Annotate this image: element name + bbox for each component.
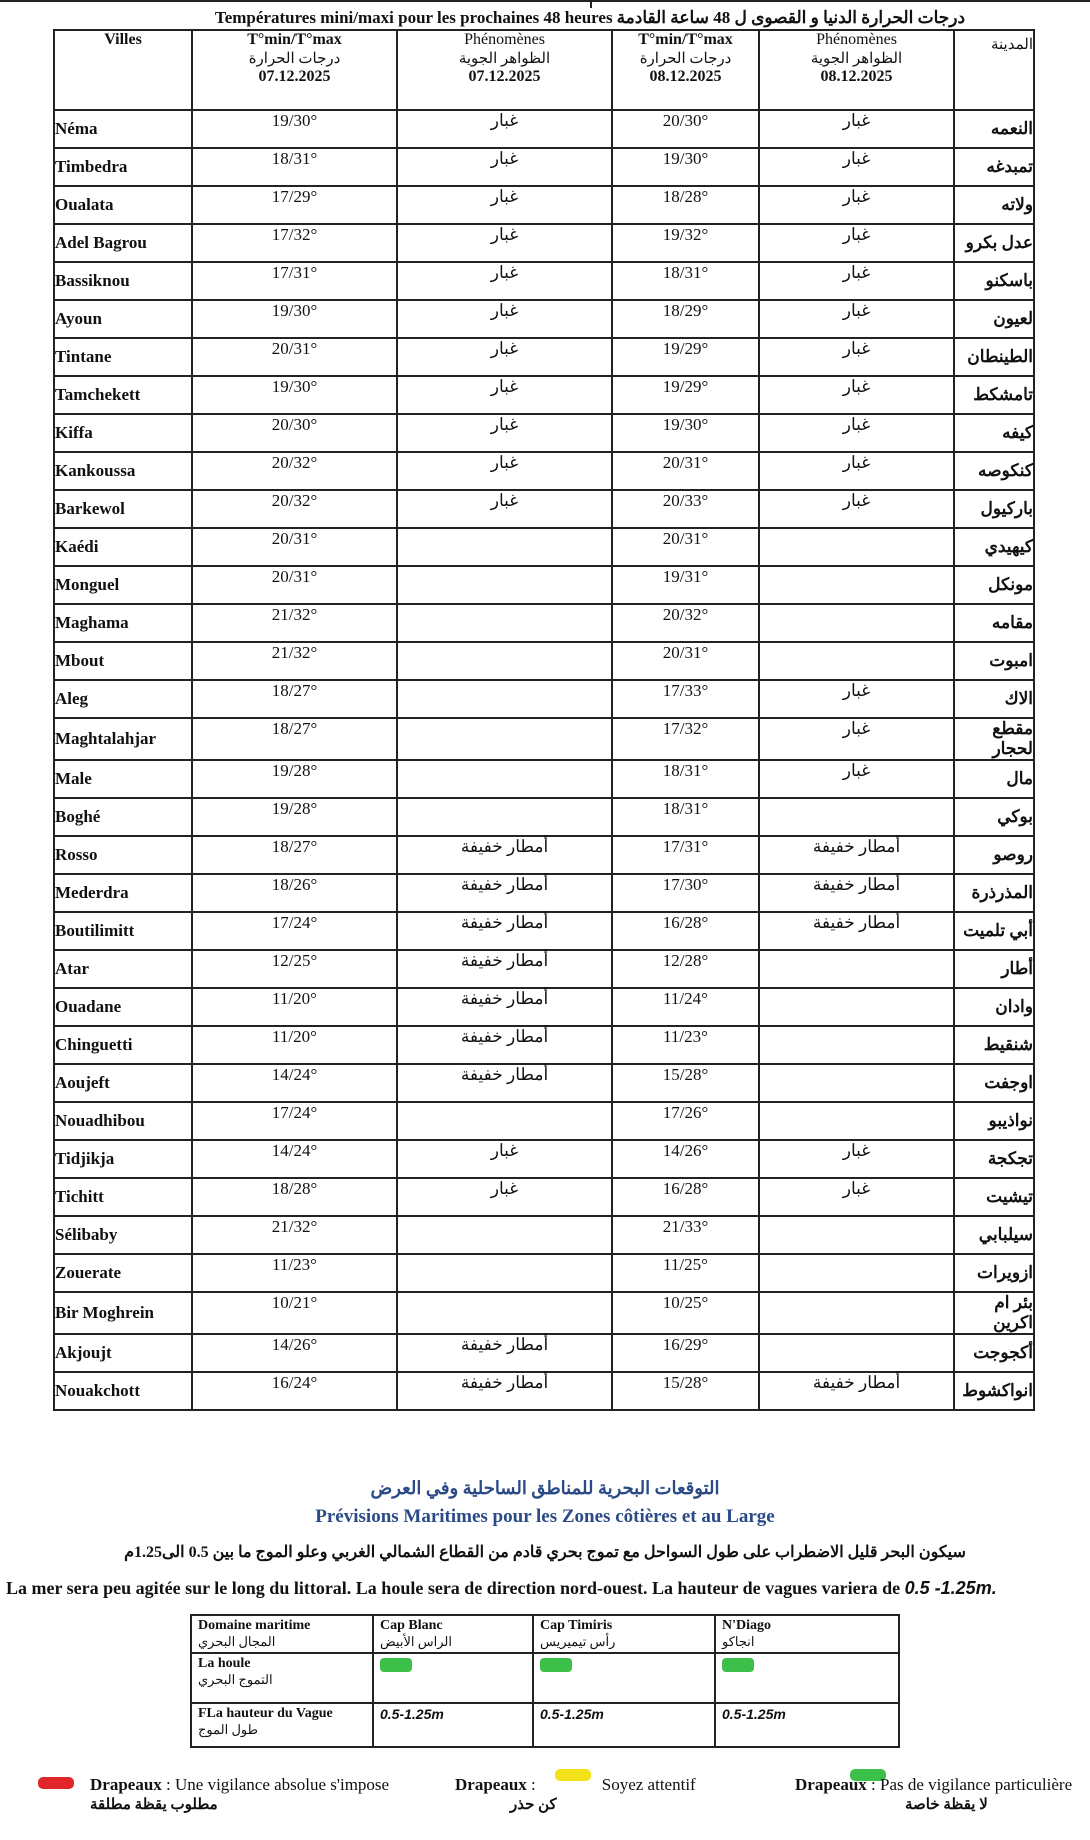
header-temp-1: T°min/T°max درجات الحرارة 07.12.2025 (192, 30, 397, 110)
temp-day1-cell: 19/30° (192, 110, 397, 148)
city-cell: Mbout (54, 642, 192, 680)
table-row (54, 912, 1034, 950)
temp-day1-cell: 11/20° (192, 988, 397, 1026)
zone-cap-blanc: Cap Blanc الراس الأبيض (373, 1615, 533, 1653)
marine-height-row (191, 1703, 899, 1747)
temp-day2-cell: 20/31° (612, 642, 759, 680)
temp-day1-cell: 21/32° (192, 1216, 397, 1254)
phenomenon-day1-cell (397, 1216, 612, 1254)
temp-day2-cell: 19/29° (612, 376, 759, 414)
city-ar-cell: مقامه (954, 604, 1034, 642)
temp-day2-cell: 17/33° (612, 680, 759, 718)
city-cell: Zouerate (54, 1254, 192, 1292)
phenomenon-day1-cell: غبار (397, 452, 612, 490)
title-ar: درجات الحرارة الدنيا و القصوى ل 48 ساعة القادمة (616, 8, 966, 27)
temp-day1-cell: 21/32° (192, 604, 397, 642)
phenomenon-day2-cell: غبار (759, 1140, 954, 1178)
city-cell: Tintane (54, 338, 192, 376)
city-ar-cell: كنكوصه (954, 452, 1034, 490)
temp-day2-cell: 20/31° (612, 452, 759, 490)
temp-day1-cell: 17/29° (192, 186, 397, 224)
city-ar-cell: بئر ام اكرين (954, 1292, 1034, 1334)
phenomenon-day2-cell (759, 528, 954, 566)
phenomenon-day1-cell (397, 604, 612, 642)
phenomenon-day1-cell: غبار (397, 1140, 612, 1178)
table-row (54, 718, 1034, 760)
city-ar-cell: كيهيدي (954, 528, 1034, 566)
temp-day2-cell: 16/28° (612, 1178, 759, 1216)
temp-day2-cell: 19/29° (612, 338, 759, 376)
city-cell: Male (54, 760, 192, 798)
phenomenon-day1-cell: غبار (397, 110, 612, 148)
height-value-2: 0.5-1.25m (715, 1703, 899, 1747)
temp-day2-cell: 20/32° (612, 604, 759, 642)
phenomenon-day1-cell: غبار (397, 376, 612, 414)
city-cell: Boghé (54, 798, 192, 836)
temp-day1-cell: 20/32° (192, 452, 397, 490)
temp-day2-cell: 18/29° (612, 300, 759, 338)
zone-ndiago: N'Diago انجاكو (715, 1615, 899, 1653)
green-flag-icon (380, 1658, 412, 1672)
table-row (54, 338, 1034, 376)
city-cell: Barkewol (54, 490, 192, 528)
phenomenon-day2-cell: غبار (759, 760, 954, 798)
temp-day2-cell: 17/31° (612, 836, 759, 874)
header-row (54, 30, 1034, 110)
houle-label: La houle التموج البحري (191, 1653, 373, 1703)
table-row (54, 566, 1034, 604)
city-cell: Akjoujt (54, 1334, 192, 1372)
temp-day1-cell: 11/20° (192, 1026, 397, 1064)
temp-day1-cell: 18/27° (192, 836, 397, 874)
city-cell: Bassiknou (54, 262, 192, 300)
phenomenon-day2-cell (759, 1026, 954, 1064)
table-row (54, 452, 1034, 490)
city-ar-cell: باسكنو (954, 262, 1034, 300)
temp-day2-cell: 15/28° (612, 1372, 759, 1410)
phenomenon-day2-cell (759, 642, 954, 680)
phenomenon-day2-cell (759, 1064, 954, 1102)
city-ar-cell: روصو (954, 836, 1034, 874)
marine-domain-row (191, 1615, 899, 1653)
city-cell: Aoujeft (54, 1064, 192, 1102)
temp-day1-cell: 17/32° (192, 224, 397, 262)
temp-day1-cell: 18/31° (192, 148, 397, 186)
city-ar-cell: مال (954, 760, 1034, 798)
temp-day1-cell: 11/23° (192, 1254, 397, 1292)
phenomenon-day2-cell (759, 988, 954, 1026)
temp-day1-cell: 14/24° (192, 1140, 397, 1178)
city-ar-cell: أطار (954, 950, 1034, 988)
header-phen-2: Phénomènes الظواهر الجوية 08.12.2025 (759, 30, 954, 110)
phenomenon-day1-cell: أمطار خفيفة (397, 912, 612, 950)
phenomenon-day2-cell (759, 798, 954, 836)
table-row (54, 1178, 1034, 1216)
temp-day1-cell: 19/28° (192, 798, 397, 836)
marine-heading-fr: Prévisions Maritimes pour les Zones côtières et au Large (315, 1506, 775, 1527)
city-ar-cell: ازويرات (954, 1254, 1034, 1292)
table-row (54, 1102, 1034, 1140)
temp-day2-cell: 12/28° (612, 950, 759, 988)
table-row (54, 1292, 1034, 1334)
temp-day1-cell: 18/26° (192, 874, 397, 912)
table-row (54, 1140, 1034, 1178)
city-ar-cell: وادان (954, 988, 1034, 1026)
table-row (54, 1334, 1034, 1372)
table-row (54, 798, 1034, 836)
phenomenon-day2-cell: غبار (759, 148, 954, 186)
city-cell: Sélibaby (54, 1216, 192, 1254)
temp-day2-cell: 17/26° (612, 1102, 759, 1140)
city-ar-cell: مونكل (954, 566, 1034, 604)
legend-green: Drapeaux : Pas de vigilance particulière لا يقظة خاصة (795, 1775, 1073, 1813)
city-cell: Maghtalahjar (54, 718, 192, 760)
phenomenon-day1-cell: غبار (397, 224, 612, 262)
phenomenon-day2-cell: غبار (759, 718, 954, 760)
city-cell: Atar (54, 950, 192, 988)
city-ar-cell: شنقيط (954, 1026, 1034, 1064)
temp-day1-cell: 20/31° (192, 566, 397, 604)
temp-day1-cell: 20/31° (192, 338, 397, 376)
phenomenon-day1-cell (397, 718, 612, 760)
temp-day2-cell: 20/30° (612, 110, 759, 148)
city-cell: Aleg (54, 680, 192, 718)
city-ar-cell: امبوت (954, 642, 1034, 680)
city-cell: Nouakchott (54, 1372, 192, 1410)
phenomenon-day1-cell (397, 1292, 612, 1334)
table-row (54, 186, 1034, 224)
city-ar-cell: لعيون (954, 300, 1034, 338)
temp-day2-cell: 20/33° (612, 490, 759, 528)
houle-flag-cell-1 (533, 1653, 715, 1703)
city-ar-cell: الاك (954, 680, 1034, 718)
table-row (54, 680, 1034, 718)
city-ar-cell: كيفه (954, 414, 1034, 452)
city-cell: Boutilimitt (54, 912, 192, 950)
city-cell: Néma (54, 110, 192, 148)
city-ar-cell: تامشكط (954, 376, 1034, 414)
phenomenon-day1-cell: أمطار خفيفة (397, 950, 612, 988)
city-ar-cell: الطينطان (954, 338, 1034, 376)
phenomenon-day1-cell: غبار (397, 414, 612, 452)
phenomenon-day2-cell (759, 604, 954, 642)
city-ar-cell: انواكشوط (954, 1372, 1034, 1410)
table-row (54, 414, 1034, 452)
phenomenon-day1-cell: أمطار خفيفة (397, 1026, 612, 1064)
phenomenon-day1-cell (397, 1254, 612, 1292)
green-flag-icon (540, 1658, 572, 1672)
city-ar-cell: تجكجة (954, 1140, 1034, 1178)
title-fr: Températures mini/maxi pour les prochaines 48 heures (214, 8, 613, 27)
temp-day2-cell: 19/30° (612, 148, 759, 186)
table-row (54, 490, 1034, 528)
legend-red: Drapeaux : Une vigilance absolue s'impose مطلوب يقظة مطلقة (90, 1775, 390, 1813)
table-row (54, 1216, 1034, 1254)
temp-day1-cell: 17/31° (192, 262, 397, 300)
phenomenon-day2-cell: أمطار خفيفة (759, 912, 954, 950)
temp-day2-cell: 18/28° (612, 186, 759, 224)
phenomenon-day2-cell: غبار (759, 376, 954, 414)
phenomenon-day1-cell: أمطار خفيفة (397, 1064, 612, 1102)
temp-day1-cell: 16/24° (192, 1372, 397, 1410)
city-cell: Oualata (54, 186, 192, 224)
legend-yellow: Drapeaux : Soyez attentif كن حذر (455, 1775, 696, 1813)
green-flag-icon (722, 1658, 754, 1672)
phenomenon-day1-cell: غبار (397, 490, 612, 528)
houle-flag-cell-2 (715, 1653, 899, 1703)
temp-day2-cell: 10/25° (612, 1292, 759, 1334)
phenomenon-day2-cell: غبار (759, 680, 954, 718)
table-row (54, 836, 1034, 874)
city-cell: Rosso (54, 836, 192, 874)
temp-day2-cell: 17/30° (612, 874, 759, 912)
temp-day2-cell: 18/31° (612, 262, 759, 300)
temp-day1-cell: 20/31° (192, 528, 397, 566)
phenomenon-day1-cell: غبار (397, 300, 612, 338)
phenomenon-day1-cell (397, 798, 612, 836)
phenomenon-day1-cell: أمطار خفيفة (397, 1334, 612, 1372)
phenomenon-day2-cell (759, 950, 954, 988)
temp-day2-cell: 18/31° (612, 760, 759, 798)
phenomenon-day2-cell (759, 1102, 954, 1140)
city-cell: Nouadhibou (54, 1102, 192, 1140)
city-ar-cell: نواذيبو (954, 1102, 1034, 1140)
marine-heading-ar: التوقعات البحرية للمناطق الساحلية وفي العرض (370, 1478, 720, 1498)
phenomenon-day2-cell (759, 1254, 954, 1292)
temp-day1-cell: 17/24° (192, 912, 397, 950)
temp-day1-cell: 14/26° (192, 1334, 397, 1372)
temp-day1-cell: 17/24° (192, 1102, 397, 1140)
city-ar-cell: اوجفت (954, 1064, 1034, 1102)
city-ar-cell: باركيول (954, 490, 1034, 528)
phenomenon-day1-cell: غبار (397, 148, 612, 186)
phenomenon-day2-cell: غبار (759, 262, 954, 300)
temp-day1-cell: 19/30° (192, 376, 397, 414)
temp-day2-cell: 19/30° (612, 414, 759, 452)
table-row (54, 110, 1034, 148)
phenomenon-day2-cell: غبار (759, 224, 954, 262)
houle-flag-cell-0 (373, 1653, 533, 1703)
temp-day1-cell: 12/25° (192, 950, 397, 988)
sea-text-fr: La mer sera peu agitée sur le long du littoral. La houle sera de direction nord-ouest. La hauteur de vagues variera de 0.5 -1.25m. (6, 1578, 997, 1598)
domain-label: Domaine maritime المجال البحري (191, 1615, 373, 1653)
temp-day2-cell: 17/32° (612, 718, 759, 760)
temp-day1-cell: 18/28° (192, 1178, 397, 1216)
phenomenon-day1-cell (397, 642, 612, 680)
temp-day1-cell: 14/24° (192, 1064, 397, 1102)
temp-day1-cell: 19/28° (192, 760, 397, 798)
header-city-ar: المدينة (954, 30, 1034, 110)
phenomenon-day2-cell: أمطار خفيفة (759, 1372, 954, 1410)
temp-day1-cell: 18/27° (192, 718, 397, 760)
city-ar-cell: عدل بكرو (954, 224, 1034, 262)
city-ar-cell: أكجوجت (954, 1334, 1034, 1372)
phenomenon-day2-cell (759, 566, 954, 604)
phenomenon-day1-cell (397, 528, 612, 566)
city-ar-cell: تمبدغه (954, 148, 1034, 186)
table-row (54, 874, 1034, 912)
phenomenon-day2-cell (759, 1334, 954, 1372)
phenomenon-day2-cell: غبار (759, 490, 954, 528)
header-phen-1: Phénomènes الظواهر الجوية 07.12.2025 (397, 30, 612, 110)
phenomenon-day1-cell: غبار (397, 262, 612, 300)
phenomenon-day1-cell: أمطار خفيفة (397, 836, 612, 874)
header-villes: Villes (54, 30, 192, 110)
temp-day1-cell: 21/32° (192, 642, 397, 680)
temp-day2-cell: 19/32° (612, 224, 759, 262)
city-cell: Kankoussa (54, 452, 192, 490)
temp-day1-cell: 18/27° (192, 680, 397, 718)
table-row (54, 950, 1034, 988)
phenomenon-day2-cell: غبار (759, 1178, 954, 1216)
city-ar-cell: بوكي (954, 798, 1034, 836)
table-row (54, 1254, 1034, 1292)
height-value-0: 0.5-1.25m (373, 1703, 533, 1747)
city-cell: Tamchekett (54, 376, 192, 414)
phenomenon-day2-cell: غبار (759, 452, 954, 490)
temp-day2-cell: 11/25° (612, 1254, 759, 1292)
table-row (54, 760, 1034, 798)
phenomenon-day1-cell (397, 1102, 612, 1140)
marine-houle-row (191, 1653, 899, 1703)
city-cell: Ayoun (54, 300, 192, 338)
city-ar-cell: تيشيت (954, 1178, 1034, 1216)
table-row (54, 262, 1034, 300)
phenomenon-day1-cell (397, 680, 612, 718)
table-row (54, 642, 1034, 680)
table-row (54, 148, 1034, 186)
table-row (54, 1026, 1034, 1064)
temp-day2-cell: 21/33° (612, 1216, 759, 1254)
city-cell: Kaédi (54, 528, 192, 566)
city-cell: Bir Moghrein (54, 1292, 192, 1334)
phenomenon-day2-cell: غبار (759, 186, 954, 224)
temp-day2-cell: 14/26° (612, 1140, 759, 1178)
flag-legend (0, 1775, 1090, 1835)
city-ar-cell: أبي تلميت (954, 912, 1034, 950)
phenomenon-day2-cell: غبار (759, 300, 954, 338)
temp-day1-cell: 20/32° (192, 490, 397, 528)
temp-day2-cell: 20/31° (612, 528, 759, 566)
phenomenon-day2-cell: غبار (759, 338, 954, 376)
table-row (54, 1064, 1034, 1102)
city-cell: Tidjikja (54, 1140, 192, 1178)
phenomenon-day1-cell: غبار (397, 186, 612, 224)
table-row (54, 988, 1034, 1026)
city-cell: Tichitt (54, 1178, 192, 1216)
phenomenon-day2-cell: أمطار خفيفة (759, 874, 954, 912)
phenomenon-day1-cell (397, 760, 612, 798)
city-cell: Monguel (54, 566, 192, 604)
city-cell: Chinguetti (54, 1026, 192, 1064)
height-value-1: 0.5-1.25m (533, 1703, 715, 1747)
phenomenon-day1-cell: أمطار خفيفة (397, 1372, 612, 1410)
top-rule (0, 0, 1090, 6)
marine-table (190, 1614, 900, 1748)
table-row (54, 604, 1034, 642)
phenomenon-day2-cell (759, 1216, 954, 1254)
temp-day2-cell: 15/28° (612, 1064, 759, 1102)
temp-day2-cell: 11/24° (612, 988, 759, 1026)
table-row (54, 1372, 1034, 1410)
temp-day2-cell: 19/31° (612, 566, 759, 604)
zone-cap-timiris: Cap Timiris رأس تيميريس (533, 1615, 715, 1653)
temp-day2-cell: 11/23° (612, 1026, 759, 1064)
temp-day2-cell: 16/29° (612, 1334, 759, 1372)
temp-day1-cell: 20/30° (192, 414, 397, 452)
city-ar-cell: المذرذرة (954, 874, 1034, 912)
height-label: FLa hauteur du Vague طول الموج (191, 1703, 373, 1747)
phenomenon-day1-cell: أمطار خفيفة (397, 988, 612, 1026)
city-cell: Maghama (54, 604, 192, 642)
city-cell: Timbedra (54, 148, 192, 186)
phenomenon-day1-cell: غبار (397, 338, 612, 376)
phenomenon-day1-cell: أمطار خفيفة (397, 874, 612, 912)
sea-text-ar: سيكون البحر قليل الاضطراب على طول السواحل مع تموج بحري قادم من القطاع الشمالي الغربي وعلو الموج ما بين 0.5 الى1.25م (124, 1544, 966, 1561)
city-cell: Ouadane (54, 988, 192, 1026)
temperature-table (53, 29, 1035, 1411)
header-temp-2: T°min/T°max درجات الحرارة 08.12.2025 (612, 30, 759, 110)
city-ar-cell: سيلبابي (954, 1216, 1034, 1254)
red-flag-icon (38, 1777, 74, 1789)
table-row (54, 376, 1034, 414)
table-row (54, 528, 1034, 566)
phenomenon-day2-cell (759, 1292, 954, 1334)
phenomenon-day2-cell: غبار (759, 414, 954, 452)
page-title (185, 7, 995, 30)
table-row (54, 300, 1034, 338)
city-cell: Adel Bagrou (54, 224, 192, 262)
phenomenon-day2-cell: غبار (759, 110, 954, 148)
phenomenon-day1-cell: غبار (397, 1178, 612, 1216)
temp-day1-cell: 10/21° (192, 1292, 397, 1334)
city-cell: Kiffa (54, 414, 192, 452)
temp-day2-cell: 18/31° (612, 798, 759, 836)
city-ar-cell: النعمه (954, 110, 1034, 148)
city-ar-cell: مقطع لحجار (954, 718, 1034, 760)
temp-day1-cell: 19/30° (192, 300, 397, 338)
table-row (54, 224, 1034, 262)
city-ar-cell: ولاته (954, 186, 1034, 224)
city-cell: Mederdra (54, 874, 192, 912)
temp-day2-cell: 16/28° (612, 912, 759, 950)
phenomenon-day2-cell: أمطار خفيفة (759, 836, 954, 874)
phenomenon-day1-cell (397, 566, 612, 604)
